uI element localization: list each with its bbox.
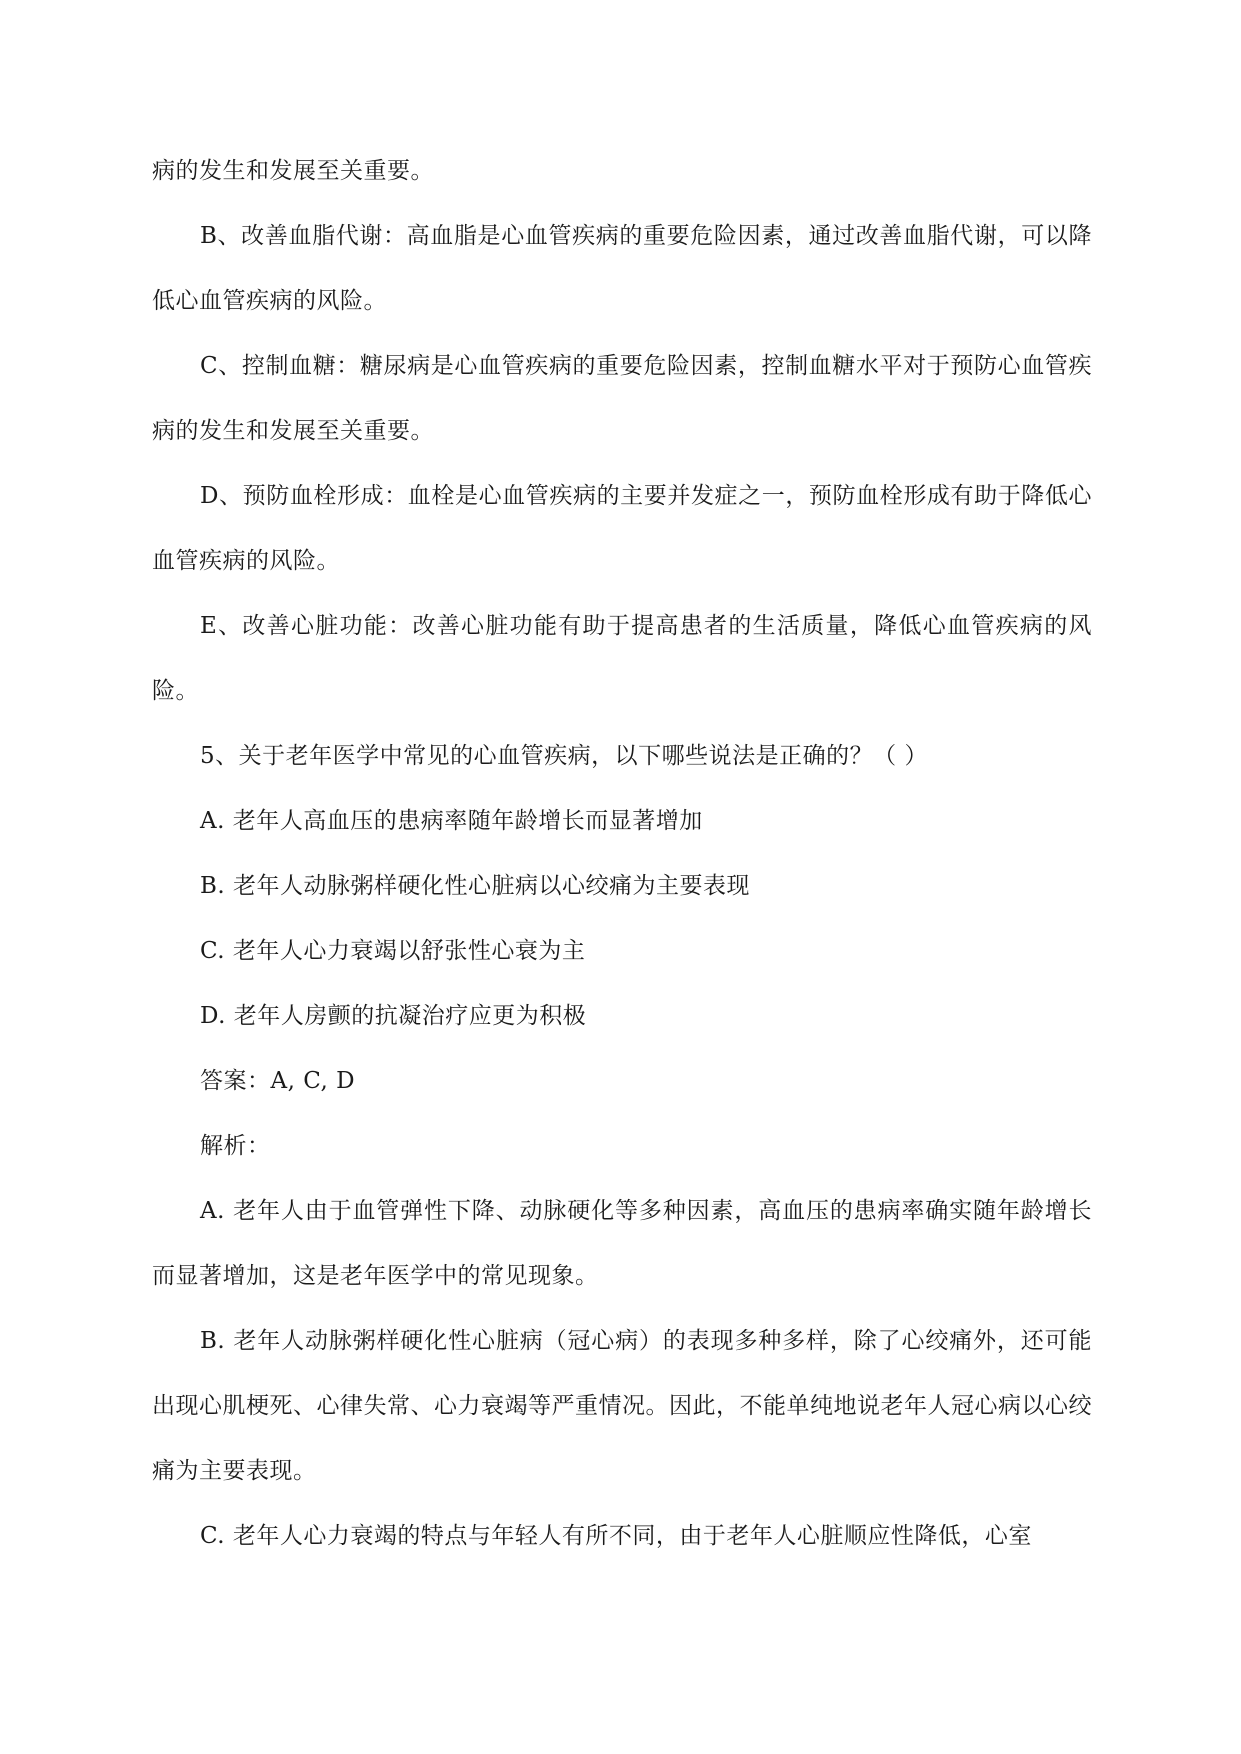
analysis-heading: 解析：: [200, 1133, 271, 1159]
analysis-option-a: A. 老年人由于血管弹性下降、动脉硬化等多种因素，高血压的患病率确实随年龄增长而显著增加，这是老年医学中的常见现象。: [152, 1198, 1092, 1289]
question-5-option-a: A. 老年人高血压的患病率随年龄增长而显著增加: [200, 808, 703, 834]
question-5-answer: 答案：A, C, D: [200, 1068, 356, 1094]
paragraph-option-e-heart-function: E、改善心脏功能：改善心脏功能有助于提高患者的生活质量，降低心血管疾病的风险。: [152, 613, 1092, 704]
paragraph-option-b-lipids: B、改善血脂代谢：高血脂是心血管疾病的重要危险因素，通过改善血脂代谢，可以降低心血管疾病的风险。: [152, 223, 1092, 314]
question-5-option-c: C. 老年人心力衰竭以舒张性心衰为主: [200, 938, 586, 964]
question-5-option-b: B. 老年人动脉粥样硬化性心脏病以心绞痛为主要表现: [200, 873, 751, 899]
paragraph-continuation: 病的发生和发展至关重要。: [152, 158, 434, 184]
question-5: 5、关于老年医学中常见的心血管疾病，以下哪些说法是正确的？（ ）: [200, 743, 928, 769]
question-5-option-d: D. 老年人房颤的抗凝治疗应更为积极: [200, 1003, 587, 1029]
paragraph-option-d-thrombus: D、预防血栓形成：血栓是心血管疾病的主要并发症之一，预防血栓形成有助于降低心血管疾病的风险。: [152, 483, 1092, 574]
analysis-option-b: B. 老年人动脉粥样硬化性心脏病（冠心病）的表现多种多样，除了心绞痛外，还可能出现心肌梗死、心律失常、心力衰竭等严重情况。因此，不能单纯地说老年人冠心病以心绞痛为主要表现。: [152, 1328, 1092, 1484]
paragraph-option-c-glucose: C、控制血糖：糖尿病是心血管疾病的重要危险因素，控制血糖水平对于预防心血管疾病的发生和发展至关重要。: [152, 353, 1092, 444]
document-body: [152, 139, 1092, 1569]
analysis-option-c: C. 老年人心力衰竭的特点与年轻人有所不同，由于老年人心脏顺应性降低，心室: [200, 1523, 1032, 1549]
